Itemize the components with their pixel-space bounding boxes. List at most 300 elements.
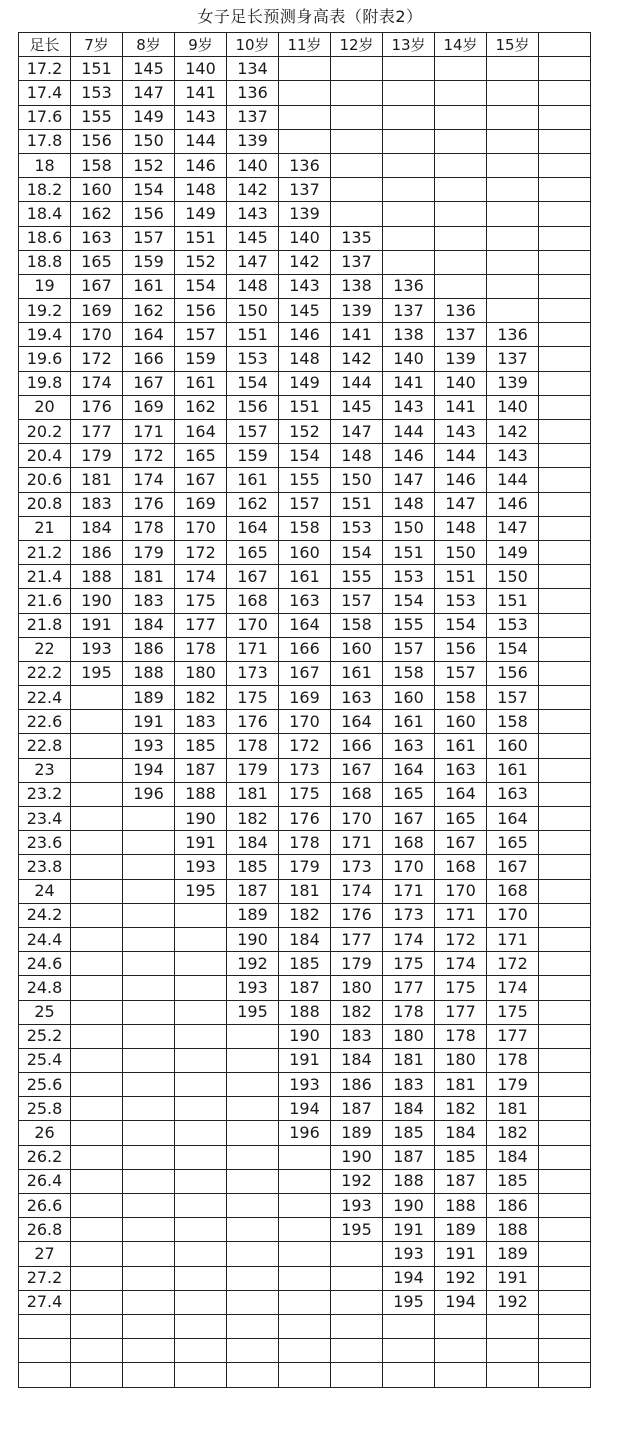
height-cell: 184 bbox=[487, 1145, 539, 1169]
foot-length-cell: 27.4 bbox=[19, 1290, 71, 1314]
foot-length-cell: 19 bbox=[19, 274, 71, 298]
height-cell bbox=[71, 879, 123, 903]
height-cell bbox=[227, 1242, 279, 1266]
foot-length-cell: 17.2 bbox=[19, 57, 71, 81]
foot-length-cell: 20.6 bbox=[19, 468, 71, 492]
height-cell bbox=[279, 1242, 331, 1266]
height-cell bbox=[539, 81, 591, 105]
height-cell: 192 bbox=[487, 1290, 539, 1314]
height-cell: 161 bbox=[435, 734, 487, 758]
height-cell: 187 bbox=[175, 758, 227, 782]
height-cell: 174 bbox=[331, 879, 383, 903]
height-cell: 175 bbox=[227, 686, 279, 710]
height-cell: 171 bbox=[487, 927, 539, 951]
height-cell: 151 bbox=[279, 395, 331, 419]
height-cell bbox=[175, 1290, 227, 1314]
height-cell bbox=[539, 1000, 591, 1024]
height-cell: 136 bbox=[227, 81, 279, 105]
height-cell bbox=[331, 202, 383, 226]
height-cell: 182 bbox=[487, 1121, 539, 1145]
height-cell: 153 bbox=[487, 613, 539, 637]
height-cell: 134 bbox=[227, 57, 279, 81]
height-cell: 177 bbox=[383, 976, 435, 1000]
height-cell: 184 bbox=[331, 1048, 383, 1072]
height-cell bbox=[539, 1145, 591, 1169]
height-cell: 137 bbox=[435, 323, 487, 347]
table-row bbox=[19, 1290, 591, 1314]
height-cell: 192 bbox=[331, 1169, 383, 1193]
height-cell: 156 bbox=[487, 661, 539, 685]
table-row bbox=[19, 444, 591, 468]
height-cell bbox=[383, 250, 435, 274]
height-cell bbox=[123, 952, 175, 976]
height-cell: 140 bbox=[175, 57, 227, 81]
height-cell bbox=[227, 1314, 279, 1338]
height-cell bbox=[123, 1121, 175, 1145]
height-cell: 136 bbox=[487, 323, 539, 347]
height-cell bbox=[123, 1339, 175, 1363]
table-row bbox=[19, 516, 591, 540]
height-cell: 152 bbox=[175, 250, 227, 274]
height-cell: 170 bbox=[175, 516, 227, 540]
height-cell: 172 bbox=[175, 540, 227, 564]
foot-length-cell: 24.8 bbox=[19, 976, 71, 1000]
height-cell: 155 bbox=[383, 613, 435, 637]
height-cell: 175 bbox=[383, 952, 435, 976]
height-cell: 164 bbox=[435, 782, 487, 806]
foot-length-cell: 22 bbox=[19, 637, 71, 661]
table-row bbox=[19, 734, 591, 758]
height-cell: 143 bbox=[279, 274, 331, 298]
height-cell bbox=[331, 1290, 383, 1314]
height-cell: 147 bbox=[487, 516, 539, 540]
height-cell: 151 bbox=[487, 589, 539, 613]
height-cell: 194 bbox=[383, 1266, 435, 1290]
height-cell bbox=[435, 1339, 487, 1363]
height-cell bbox=[383, 129, 435, 153]
height-cell bbox=[279, 57, 331, 81]
height-cell bbox=[487, 274, 539, 298]
height-cell: 145 bbox=[123, 57, 175, 81]
table-row bbox=[19, 1242, 591, 1266]
height-cell bbox=[279, 1314, 331, 1338]
height-cell: 157 bbox=[175, 323, 227, 347]
table-row bbox=[19, 105, 591, 129]
height-cell: 195 bbox=[71, 661, 123, 685]
height-cell: 188 bbox=[279, 1000, 331, 1024]
height-cell: 183 bbox=[331, 1024, 383, 1048]
height-cell: 142 bbox=[487, 420, 539, 444]
foot-length-cell: 25.4 bbox=[19, 1048, 71, 1072]
height-cell: 167 bbox=[435, 831, 487, 855]
height-cell: 135 bbox=[331, 226, 383, 250]
header-cell: 11岁 bbox=[279, 33, 331, 57]
height-cell bbox=[539, 879, 591, 903]
foot-length-cell: 21.6 bbox=[19, 589, 71, 613]
height-cell: 139 bbox=[227, 129, 279, 153]
height-cell bbox=[539, 444, 591, 468]
height-cell bbox=[487, 1314, 539, 1338]
height-cell: 157 bbox=[487, 686, 539, 710]
height-cell bbox=[71, 734, 123, 758]
table-title: 女子足长预测身高表（附表2） bbox=[197, 7, 423, 26]
height-cell: 160 bbox=[435, 710, 487, 734]
height-cell: 191 bbox=[487, 1266, 539, 1290]
height-cell: 150 bbox=[331, 468, 383, 492]
height-cell bbox=[487, 153, 539, 177]
height-cell: 149 bbox=[123, 105, 175, 129]
table-row bbox=[19, 492, 591, 516]
height-cell bbox=[71, 1145, 123, 1169]
height-cell bbox=[331, 1314, 383, 1338]
foot-length-cell: 18.2 bbox=[19, 178, 71, 202]
foot-length-cell bbox=[19, 1363, 71, 1387]
foot-length-cell: 21 bbox=[19, 516, 71, 540]
height-cell: 165 bbox=[383, 782, 435, 806]
height-cell: 158 bbox=[435, 686, 487, 710]
foot-length-cell: 27.2 bbox=[19, 1266, 71, 1290]
height-cell: 163 bbox=[331, 686, 383, 710]
height-cell: 162 bbox=[227, 492, 279, 516]
height-cell: 185 bbox=[487, 1169, 539, 1193]
height-cell: 163 bbox=[435, 758, 487, 782]
foot-length-cell: 23.4 bbox=[19, 807, 71, 831]
header-cell: 9岁 bbox=[175, 33, 227, 57]
height-cell: 151 bbox=[227, 323, 279, 347]
height-cell bbox=[227, 1194, 279, 1218]
height-cell bbox=[539, 1242, 591, 1266]
table-row bbox=[19, 903, 591, 927]
height-cell bbox=[435, 250, 487, 274]
height-cell bbox=[227, 1024, 279, 1048]
height-cell: 188 bbox=[383, 1169, 435, 1193]
height-cell bbox=[71, 1363, 123, 1387]
height-cell: 153 bbox=[227, 347, 279, 371]
foot-length-cell: 25 bbox=[19, 1000, 71, 1024]
height-cell bbox=[539, 1194, 591, 1218]
height-cell bbox=[435, 81, 487, 105]
table-row bbox=[19, 226, 591, 250]
height-cell: 175 bbox=[175, 589, 227, 613]
height-cell: 191 bbox=[435, 1242, 487, 1266]
height-cell: 180 bbox=[383, 1024, 435, 1048]
height-cell: 174 bbox=[435, 952, 487, 976]
height-cell: 187 bbox=[435, 1169, 487, 1193]
height-cell: 184 bbox=[71, 516, 123, 540]
height-cell bbox=[383, 202, 435, 226]
height-cell bbox=[71, 1169, 123, 1193]
height-cell: 141 bbox=[331, 323, 383, 347]
height-cell bbox=[279, 1266, 331, 1290]
table-row bbox=[19, 710, 591, 734]
height-cell bbox=[71, 1194, 123, 1218]
height-cell: 163 bbox=[279, 589, 331, 613]
height-cell: 186 bbox=[123, 637, 175, 661]
height-cell: 190 bbox=[175, 807, 227, 831]
foot-length-cell: 23.8 bbox=[19, 855, 71, 879]
height-cell: 180 bbox=[175, 661, 227, 685]
height-cell: 147 bbox=[435, 492, 487, 516]
height-cell: 183 bbox=[175, 710, 227, 734]
table-row bbox=[19, 831, 591, 855]
height-cell bbox=[539, 1339, 591, 1363]
height-cell bbox=[539, 1073, 591, 1097]
height-cell: 190 bbox=[71, 589, 123, 613]
header-cell: 15岁 bbox=[487, 33, 539, 57]
height-cell: 143 bbox=[487, 444, 539, 468]
foot-length-cell: 22.4 bbox=[19, 686, 71, 710]
height-cell bbox=[539, 1024, 591, 1048]
height-cell: 153 bbox=[71, 81, 123, 105]
height-cell: 154 bbox=[123, 178, 175, 202]
table-row bbox=[19, 1363, 591, 1387]
foot-length-cell: 24.6 bbox=[19, 952, 71, 976]
height-cell: 165 bbox=[175, 444, 227, 468]
height-cell bbox=[71, 1290, 123, 1314]
height-cell bbox=[175, 952, 227, 976]
height-cell: 167 bbox=[123, 371, 175, 395]
height-cell: 150 bbox=[435, 540, 487, 564]
table-header-row bbox=[19, 33, 591, 57]
height-cell: 145 bbox=[331, 395, 383, 419]
height-cell: 161 bbox=[227, 468, 279, 492]
height-cell bbox=[123, 831, 175, 855]
foot-length-cell: 17.4 bbox=[19, 81, 71, 105]
height-cell: 148 bbox=[383, 492, 435, 516]
height-cell: 146 bbox=[175, 153, 227, 177]
height-cell: 147 bbox=[123, 81, 175, 105]
height-cell: 188 bbox=[71, 565, 123, 589]
height-cell: 170 bbox=[383, 855, 435, 879]
table-row bbox=[19, 1073, 591, 1097]
height-cell: 187 bbox=[383, 1145, 435, 1169]
height-cell bbox=[539, 153, 591, 177]
height-cell bbox=[175, 1097, 227, 1121]
height-cell: 178 bbox=[227, 734, 279, 758]
height-cell: 137 bbox=[487, 347, 539, 371]
height-cell bbox=[539, 516, 591, 540]
height-cell bbox=[175, 1266, 227, 1290]
height-cell: 168 bbox=[331, 782, 383, 806]
height-cell bbox=[383, 153, 435, 177]
height-cell bbox=[227, 1145, 279, 1169]
height-cell: 147 bbox=[383, 468, 435, 492]
height-cell: 144 bbox=[175, 129, 227, 153]
height-cell: 167 bbox=[71, 274, 123, 298]
height-cell: 172 bbox=[487, 952, 539, 976]
height-cell: 181 bbox=[279, 879, 331, 903]
height-cell bbox=[487, 178, 539, 202]
height-cell: 164 bbox=[227, 516, 279, 540]
height-cell: 162 bbox=[175, 395, 227, 419]
height-cell: 178 bbox=[123, 516, 175, 540]
height-cell: 161 bbox=[279, 565, 331, 589]
height-cell: 156 bbox=[227, 395, 279, 419]
height-cell bbox=[71, 710, 123, 734]
height-cell: 152 bbox=[123, 153, 175, 177]
table-row bbox=[19, 395, 591, 419]
height-cell bbox=[175, 1048, 227, 1072]
height-cell: 190 bbox=[331, 1145, 383, 1169]
height-cell: 158 bbox=[487, 710, 539, 734]
height-cell: 181 bbox=[487, 1097, 539, 1121]
height-cell bbox=[331, 1266, 383, 1290]
height-cell bbox=[175, 1145, 227, 1169]
height-cell: 167 bbox=[227, 565, 279, 589]
table-row bbox=[19, 1266, 591, 1290]
foot-length-cell: 26.4 bbox=[19, 1169, 71, 1193]
foot-length-cell: 20.8 bbox=[19, 492, 71, 516]
height-cell: 185 bbox=[279, 952, 331, 976]
height-cell: 165 bbox=[227, 540, 279, 564]
height-cell: 166 bbox=[123, 347, 175, 371]
height-cell: 160 bbox=[331, 637, 383, 661]
height-cell: 195 bbox=[331, 1218, 383, 1242]
height-cell: 193 bbox=[383, 1242, 435, 1266]
height-cell: 164 bbox=[487, 807, 539, 831]
height-cell: 171 bbox=[227, 637, 279, 661]
height-cell bbox=[123, 1000, 175, 1024]
height-cell: 176 bbox=[331, 903, 383, 927]
height-cell: 193 bbox=[227, 976, 279, 1000]
height-cell: 169 bbox=[279, 686, 331, 710]
height-cell: 158 bbox=[383, 661, 435, 685]
height-cell: 181 bbox=[227, 782, 279, 806]
table-row bbox=[19, 323, 591, 347]
height-cell bbox=[279, 1145, 331, 1169]
height-cell: 139 bbox=[487, 371, 539, 395]
foot-length-cell: 18.4 bbox=[19, 202, 71, 226]
height-cell bbox=[175, 927, 227, 951]
height-cell bbox=[123, 1242, 175, 1266]
header-cell: 13岁 bbox=[383, 33, 435, 57]
table-row bbox=[19, 661, 591, 685]
height-cell bbox=[123, 903, 175, 927]
height-cell: 163 bbox=[383, 734, 435, 758]
height-cell bbox=[175, 1000, 227, 1024]
height-cell: 176 bbox=[123, 492, 175, 516]
height-cell: 177 bbox=[175, 613, 227, 637]
height-cell bbox=[123, 1048, 175, 1072]
height-cell: 181 bbox=[71, 468, 123, 492]
table-row bbox=[19, 178, 591, 202]
height-cell: 183 bbox=[123, 589, 175, 613]
foot-length-cell: 21.4 bbox=[19, 565, 71, 589]
height-cell: 164 bbox=[123, 323, 175, 347]
height-cell bbox=[331, 153, 383, 177]
height-cell: 139 bbox=[331, 299, 383, 323]
height-cell: 158 bbox=[71, 153, 123, 177]
height-cell: 142 bbox=[279, 250, 331, 274]
height-cell bbox=[539, 1121, 591, 1145]
height-cell: 179 bbox=[331, 952, 383, 976]
height-cell: 185 bbox=[227, 855, 279, 879]
foot-length-cell: 22.6 bbox=[19, 710, 71, 734]
height-cell: 143 bbox=[435, 420, 487, 444]
foot-length-cell: 25.8 bbox=[19, 1097, 71, 1121]
height-cell bbox=[539, 661, 591, 685]
height-cell: 174 bbox=[175, 565, 227, 589]
height-cell bbox=[123, 927, 175, 951]
height-cell: 171 bbox=[331, 831, 383, 855]
foot-length-cell: 19.4 bbox=[19, 323, 71, 347]
height-cell: 184 bbox=[435, 1121, 487, 1145]
height-cell: 151 bbox=[435, 565, 487, 589]
height-cell bbox=[175, 903, 227, 927]
height-cell: 171 bbox=[435, 903, 487, 927]
height-cell: 159 bbox=[175, 347, 227, 371]
foot-length-cell: 23.2 bbox=[19, 782, 71, 806]
header-foot-length: 足长 bbox=[19, 33, 71, 57]
height-cell bbox=[71, 1073, 123, 1097]
height-cell: 181 bbox=[383, 1048, 435, 1072]
height-cell: 148 bbox=[175, 178, 227, 202]
height-cell bbox=[539, 250, 591, 274]
height-cell: 151 bbox=[383, 540, 435, 564]
height-cell: 193 bbox=[71, 637, 123, 661]
height-cell: 191 bbox=[383, 1218, 435, 1242]
height-cell: 163 bbox=[487, 782, 539, 806]
height-cell: 193 bbox=[331, 1194, 383, 1218]
height-cell bbox=[71, 855, 123, 879]
foot-length-cell: 23 bbox=[19, 758, 71, 782]
height-cell bbox=[71, 1266, 123, 1290]
height-cell bbox=[435, 274, 487, 298]
header-cell: 8岁 bbox=[123, 33, 175, 57]
height-cell: 185 bbox=[383, 1121, 435, 1145]
height-cell: 189 bbox=[227, 903, 279, 927]
foot-length-cell: 25.6 bbox=[19, 1073, 71, 1097]
height-cell: 172 bbox=[435, 927, 487, 951]
height-cell: 182 bbox=[331, 1000, 383, 1024]
height-cell: 146 bbox=[383, 444, 435, 468]
table-row bbox=[19, 1000, 591, 1024]
height-cell bbox=[175, 1024, 227, 1048]
table-row bbox=[19, 81, 591, 105]
height-cell: 174 bbox=[123, 468, 175, 492]
height-cell: 168 bbox=[383, 831, 435, 855]
height-cell: 144 bbox=[435, 444, 487, 468]
height-cell bbox=[539, 540, 591, 564]
height-cell bbox=[539, 468, 591, 492]
height-cell bbox=[487, 1339, 539, 1363]
height-cell bbox=[539, 855, 591, 879]
table-row bbox=[19, 1048, 591, 1072]
height-cell bbox=[227, 1218, 279, 1242]
height-cell bbox=[123, 1218, 175, 1242]
height-cell: 163 bbox=[71, 226, 123, 250]
table-row bbox=[19, 758, 591, 782]
height-cell: 186 bbox=[487, 1194, 539, 1218]
height-cell bbox=[227, 1048, 279, 1072]
table-row bbox=[19, 540, 591, 564]
height-cell: 156 bbox=[435, 637, 487, 661]
height-cell bbox=[539, 1314, 591, 1338]
foot-length-cell: 26.2 bbox=[19, 1145, 71, 1169]
height-cell bbox=[279, 129, 331, 153]
height-cell: 144 bbox=[383, 420, 435, 444]
height-cell: 156 bbox=[175, 299, 227, 323]
height-cell: 193 bbox=[279, 1073, 331, 1097]
height-cell: 166 bbox=[279, 637, 331, 661]
height-cell bbox=[227, 1290, 279, 1314]
height-cell: 179 bbox=[227, 758, 279, 782]
height-cell: 193 bbox=[123, 734, 175, 758]
height-cell bbox=[539, 589, 591, 613]
table-row bbox=[19, 1314, 591, 1338]
foot-length-cell: 25.2 bbox=[19, 1024, 71, 1048]
foot-length-cell: 22.8 bbox=[19, 734, 71, 758]
